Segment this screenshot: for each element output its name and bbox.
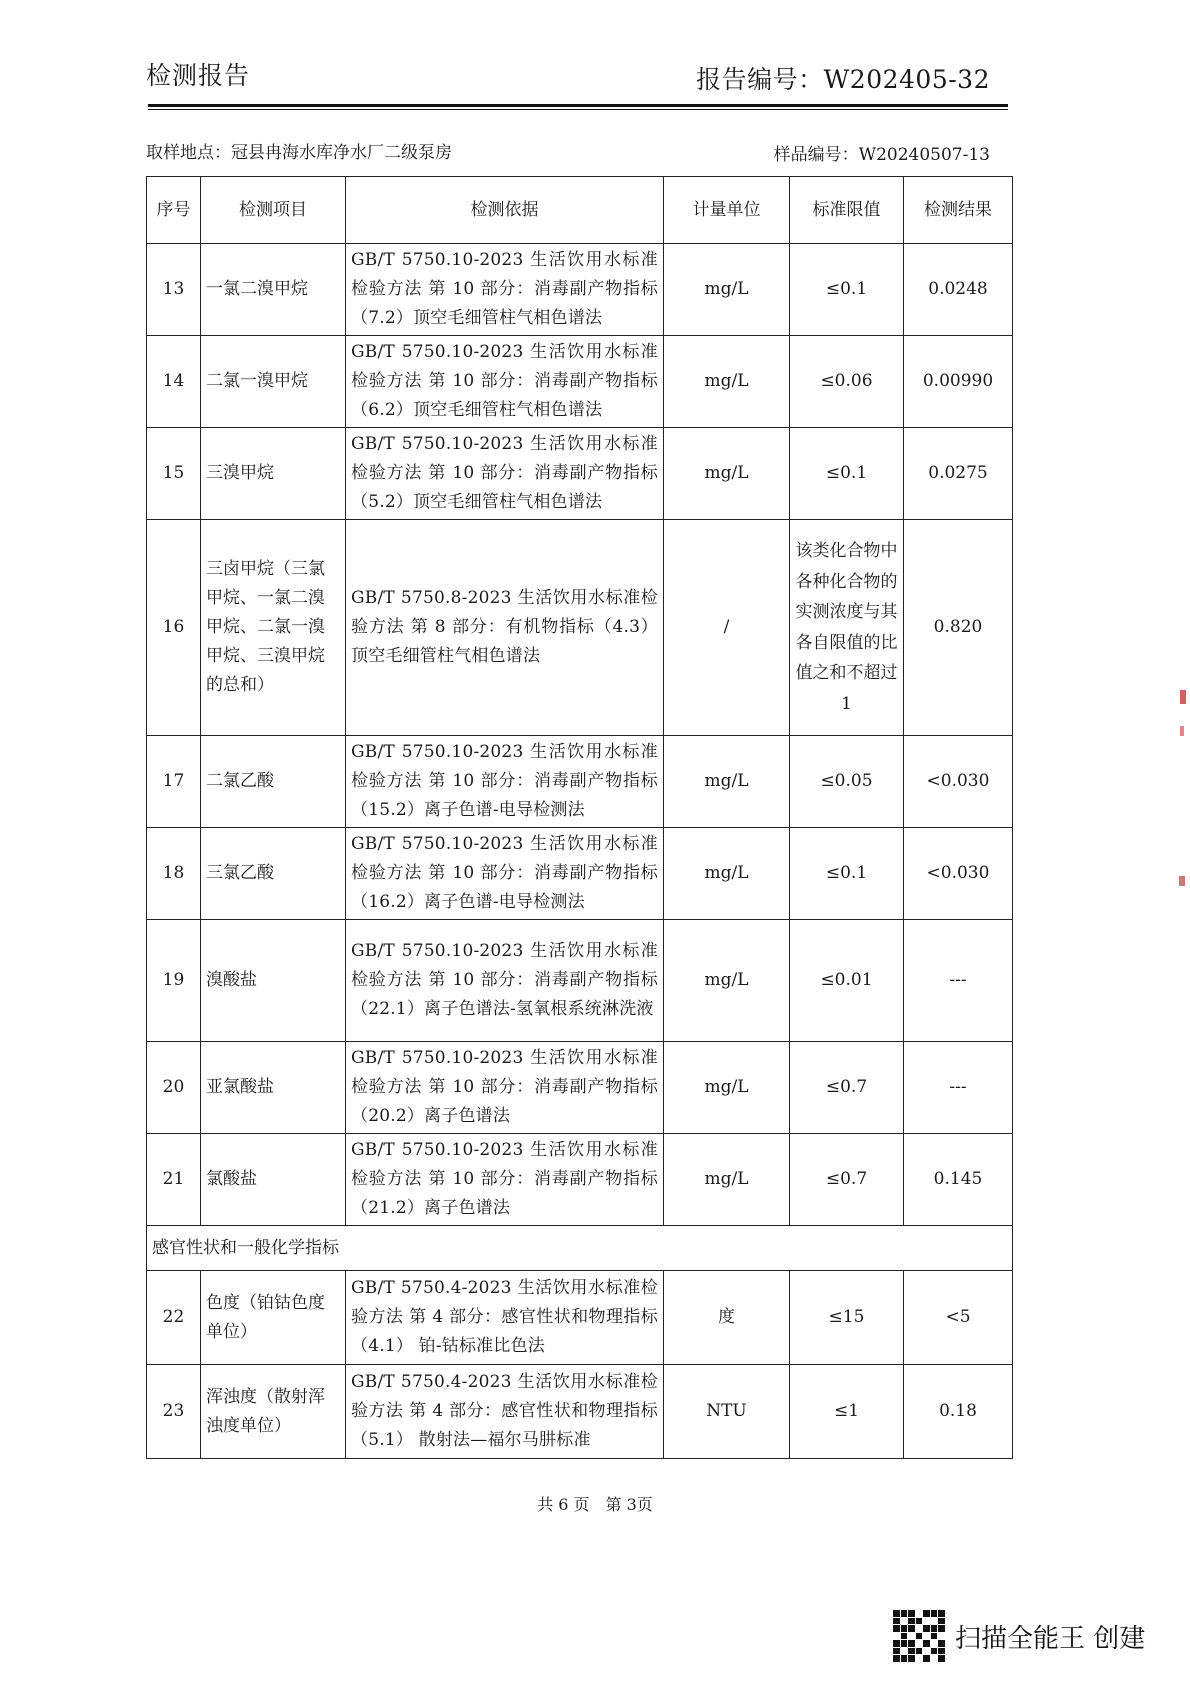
row-no: 13	[147, 244, 201, 336]
row-no: 15	[147, 428, 201, 520]
row-unit: mg/L	[664, 1134, 790, 1226]
table-row	[147, 736, 1013, 828]
row-result: <5	[904, 1271, 1013, 1365]
row-item: 氯酸盐	[201, 1134, 346, 1226]
row-basis: GB/T 5750.8-2023 生活饮用水标准检验方法 第 8 部分：有机物指标（4.3）顶空毛细管柱气相色谱法	[346, 520, 664, 736]
row-result: <0.030	[904, 736, 1013, 828]
section-title: 感官性状和一般化学指标	[147, 1226, 1013, 1271]
row-item: 溴酸盐	[201, 920, 346, 1042]
row-unit: mg/L	[664, 244, 790, 336]
row-item: 三氯乙酸	[201, 828, 346, 920]
sample-number: 样品编号：W20240507-13	[773, 145, 990, 165]
row-unit: mg/L	[664, 736, 790, 828]
row-limit: ≤15	[790, 1271, 904, 1365]
row-unit: 度	[664, 1271, 790, 1365]
row-limit: ≤0.1	[790, 828, 904, 920]
row-no: 14	[147, 336, 201, 428]
row-basis: GB/T 5750.4-2023 生活饮用水标准检验方法 第 4 部分：感官性状和物理指标（4.1） 铂-钴标准比色法	[346, 1271, 664, 1365]
col-header-no: 序号	[147, 177, 201, 244]
table-row	[147, 520, 1013, 736]
row-item: 一氯二溴甲烷	[201, 244, 346, 336]
row-result: ---	[904, 920, 1013, 1042]
row-no: 19	[147, 920, 201, 1042]
table-row	[147, 244, 1013, 336]
row-item: 二氯一溴甲烷	[201, 336, 346, 428]
row-limit: ≤0.1	[790, 244, 904, 336]
row-limit: ≤1	[790, 1365, 904, 1459]
row-item: 三卤甲烷（三氯甲烷、一氯二溴甲烷、二氯一溴甲烷、三溴甲烷的总和）	[201, 520, 346, 736]
row-result: 0.0248	[904, 244, 1013, 336]
row-basis: GB/T 5750.10-2023 生活饮用水标准检验方法 第 10 部分：消毒副产物指标（21.2）离子色谱法	[346, 1134, 664, 1226]
row-limit: 该类化合物中各种化合物的实测浓度与其各自限值的比值之和不超过1	[790, 520, 904, 736]
row-unit: mg/L	[664, 428, 790, 520]
table-row	[147, 428, 1013, 520]
row-item: 色度（铂钴色度单位）	[201, 1271, 346, 1365]
row-basis: GB/T 5750.10-2023 生活饮用水标准检验方法 第 10 部分：消毒副产物指标（22.1）离子色谱法-氢氧根系统淋洗液	[346, 920, 664, 1042]
row-basis: GB/T 5750.10-2023 生活饮用水标准检验方法 第 10 部分：消毒副产物指标（5.2）顶空毛细管柱气相色谱法	[346, 428, 664, 520]
row-basis: GB/T 5750.4-2023 生活饮用水标准检验方法 第 4 部分：感官性状和物理指标（5.1） 散射法—福尔马肼标准	[346, 1365, 664, 1459]
row-no: 18	[147, 828, 201, 920]
row-limit: ≤0.06	[790, 336, 904, 428]
table-row	[147, 336, 1013, 428]
row-no: 17	[147, 736, 201, 828]
row-basis: GB/T 5750.10-2023 生活饮用水标准检验方法 第 10 部分：消毒副产物指标（16.2）离子色谱-电导检测法	[346, 828, 664, 920]
row-no: 16	[147, 520, 201, 736]
row-unit: /	[664, 520, 790, 736]
watermark-text: 扫描全能王 创建	[955, 1623, 1146, 1654]
row-result: ---	[904, 1042, 1013, 1134]
page-count: 共 6 页 第 3页	[537, 1495, 653, 1514]
row-no: 20	[147, 1042, 201, 1134]
row-basis: GB/T 5750.10-2023 生活饮用水标准检验方法 第 10 部分：消毒副产物指标（7.2）顶空毛细管柱气相色谱法	[346, 244, 664, 336]
row-limit: ≤0.01	[790, 920, 904, 1042]
col-header-basis: 检测依据	[346, 177, 664, 244]
table-header-row	[147, 177, 1013, 244]
test-results-table	[146, 176, 1013, 1459]
row-limit: ≤0.05	[790, 736, 904, 828]
row-unit: NTU	[664, 1365, 790, 1459]
table-row	[147, 1134, 1013, 1226]
row-limit: ≤0.7	[790, 1134, 904, 1226]
row-no: 21	[147, 1134, 201, 1226]
col-header-item: 检测项目	[201, 177, 346, 244]
table-row	[147, 1042, 1013, 1134]
row-item: 三溴甲烷	[201, 428, 346, 520]
report-title: 检测报告	[146, 61, 251, 90]
report-number: 报告编号：W202405-32	[696, 65, 990, 94]
row-no: 22	[147, 1271, 201, 1365]
row-unit: mg/L	[664, 336, 790, 428]
stamp-mark	[1179, 876, 1185, 886]
row-result: 0.145	[904, 1134, 1013, 1226]
col-header-result: 检测结果	[904, 177, 1013, 244]
row-limit: ≤0.1	[790, 428, 904, 520]
col-header-unit: 计量单位	[664, 177, 790, 244]
row-result: 0.0275	[904, 428, 1013, 520]
row-unit: mg/L	[664, 828, 790, 920]
table-row	[147, 828, 1013, 920]
row-unit: mg/L	[664, 1042, 790, 1134]
sampling-location: 取样地点：冠县冉海水库净水厂二级泵房	[146, 143, 452, 163]
qr-code-icon	[893, 1610, 945, 1662]
stamp-mark	[1180, 690, 1186, 704]
section-row	[147, 1226, 1013, 1271]
row-item: 浑浊度（散射浑浊度单位）	[201, 1365, 346, 1459]
stamp-mark	[1180, 726, 1184, 736]
table-row	[147, 1271, 1013, 1365]
row-limit: ≤0.7	[790, 1042, 904, 1134]
row-basis: GB/T 5750.10-2023 生活饮用水标准检验方法 第 10 部分：消毒副产物指标（15.2）离子色谱-电导检测法	[346, 736, 664, 828]
row-basis: GB/T 5750.10-2023 生活饮用水标准检验方法 第 10 部分：消毒副产物指标（6.2）顶空毛细管柱气相色谱法	[346, 336, 664, 428]
table-row	[147, 920, 1013, 1042]
col-header-limit: 标准限值	[790, 177, 904, 244]
row-result: 0.820	[904, 520, 1013, 736]
row-result: 0.00990	[904, 336, 1013, 428]
row-no: 23	[147, 1365, 201, 1459]
row-result: <0.030	[904, 828, 1013, 920]
header-rule	[148, 104, 1008, 107]
row-result: 0.18	[904, 1365, 1013, 1459]
row-unit: mg/L	[664, 920, 790, 1042]
row-item: 二氯乙酸	[201, 736, 346, 828]
table-row	[147, 1365, 1013, 1459]
header-rule-thin	[148, 109, 1008, 110]
row-item: 亚氯酸盐	[201, 1042, 346, 1134]
row-basis: GB/T 5750.10-2023 生活饮用水标准检验方法 第 10 部分：消毒副产物指标（20.2）离子色谱法	[346, 1042, 664, 1134]
scanner-watermark	[893, 1610, 1145, 1662]
